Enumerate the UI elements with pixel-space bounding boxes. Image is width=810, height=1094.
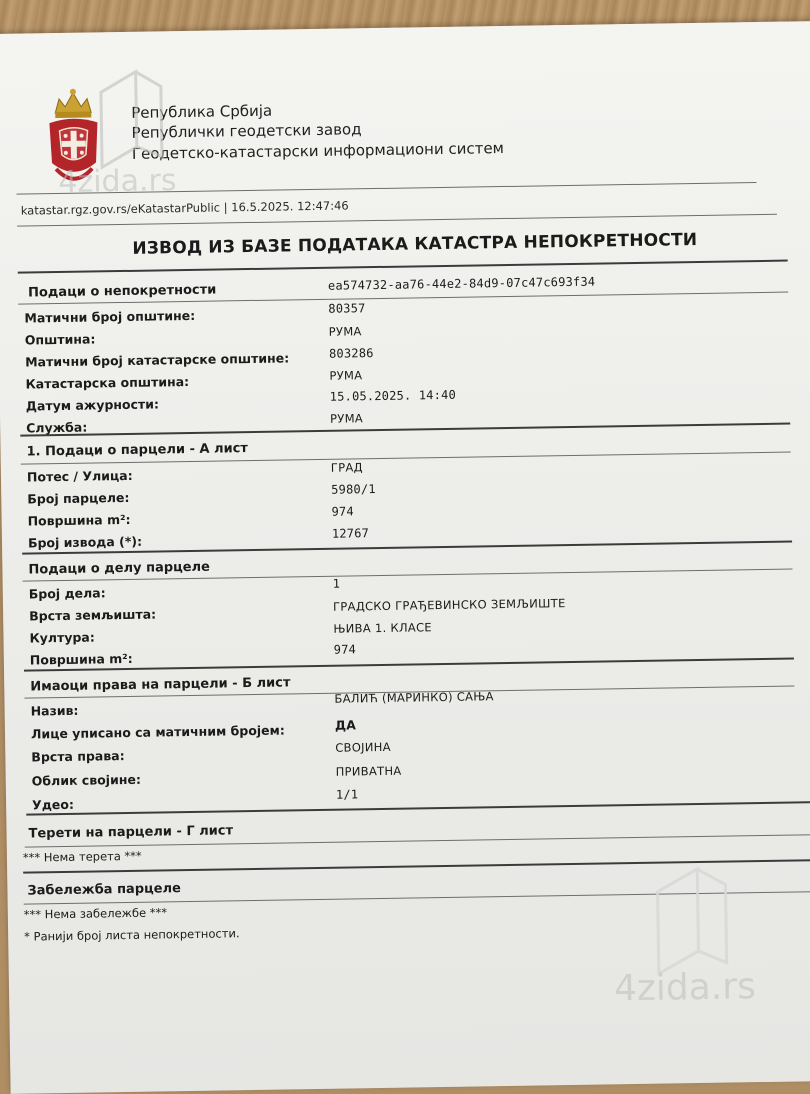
section-divider xyxy=(26,801,810,815)
burdens-heading: Терети на парцели - Г лист xyxy=(28,823,234,842)
field-label: Култура: xyxy=(29,629,95,646)
field-value: ДА xyxy=(334,717,357,733)
field-value: 80357 xyxy=(328,301,366,316)
field-value: 803286 xyxy=(328,346,374,361)
field-label: Удео: xyxy=(31,796,75,813)
title-divider xyxy=(18,260,788,274)
field-value: 5980/1 xyxy=(331,482,376,497)
parcel-part-heading: Подаци о делу парцеле xyxy=(28,559,211,578)
watermark-logo-icon xyxy=(647,858,739,979)
field-value: ЊИВА 1. КЛАСЕ xyxy=(333,620,433,636)
field-label: Број извода (*): xyxy=(27,533,143,551)
footnote: * Ранији број листа непокретности. xyxy=(24,926,240,944)
property-id: ea574732-aa76-44e2-84d9-07c47c693f34 xyxy=(327,274,596,293)
field-label: Врста земљишта: xyxy=(29,606,157,624)
field-label: Површина m²: xyxy=(27,511,131,529)
field-label: Лице уписано са матичним бројем: xyxy=(30,722,285,742)
field-label: Назив: xyxy=(30,702,79,719)
document-sheet xyxy=(0,21,810,1094)
field-value: ПРИВАТНА xyxy=(335,763,402,779)
field-label: Катастарска општина: xyxy=(25,373,190,392)
remarks-note: *** Нема забележбе *** xyxy=(23,905,168,922)
property-heading: Подаци о непокретности xyxy=(27,282,217,301)
header-institute: Републички геодетски завод xyxy=(131,120,362,142)
field-value: БАЛИЋ (МАРИНКО) САЊА xyxy=(334,689,494,706)
field-label: Датум ажурности: xyxy=(25,396,160,414)
field-label: Општина: xyxy=(24,331,96,348)
owners-heading: Имаоци права на парцели - Б лист xyxy=(30,675,291,695)
field-label: Број дела: xyxy=(28,585,106,602)
document-title: ИЗВОД ИЗ БАЗЕ ПОДАТАКА КАТАСТРА НЕПОКРЕТНОСТИ xyxy=(132,229,698,259)
field-label: Матични број општине: xyxy=(24,307,196,326)
field-value: РУМА xyxy=(329,368,363,383)
parcel-heading: 1. Подаци о парцели - А лист xyxy=(26,441,249,460)
field-value: 974 xyxy=(331,504,354,519)
field-value: 1/1 xyxy=(335,787,359,802)
header-republic: Република Србија xyxy=(131,101,273,122)
watermark-text-bottom: 4zida.rs xyxy=(613,966,757,1010)
watermark-logo-icon xyxy=(90,61,172,172)
field-value: СВОЈИНА xyxy=(335,739,391,755)
field-value: 15.05.2025. 14:40 xyxy=(329,387,457,404)
field-label: Матични број катастарске општине: xyxy=(25,350,290,370)
field-value: 12767 xyxy=(331,526,370,541)
field-value: РУМА xyxy=(329,411,364,426)
field-value: ГРАДСКО ГРАЂЕВИНСКО ЗЕМЉИШТЕ xyxy=(332,596,566,614)
header-system: Геодетско-катастарски информациони систем xyxy=(131,139,505,163)
field-label: Број парцеле: xyxy=(27,489,130,507)
field-label: Служба: xyxy=(26,419,88,436)
burdens-note: *** Нема терета *** xyxy=(22,848,142,865)
field-value: 974 xyxy=(333,642,357,657)
field-value: 1 xyxy=(332,576,341,591)
section-divider xyxy=(24,658,794,672)
field-value: ГРАД xyxy=(330,460,363,475)
watermark-text-top: 4zida.rs xyxy=(58,163,177,201)
field-value: РУМА xyxy=(328,324,362,339)
field-label: Облик својине: xyxy=(31,771,142,789)
field-label: Врста права: xyxy=(31,748,125,765)
field-label: Потес / Улица: xyxy=(26,467,133,485)
section-divider xyxy=(20,423,790,437)
remarks-heading: Забележба парцеле xyxy=(27,881,181,899)
source-url: katastar.rgz.gov.rs/eKatastarPublic | 16.5.2025. 12:47:46 xyxy=(20,198,349,218)
field-label: Површина m²: xyxy=(29,650,133,668)
